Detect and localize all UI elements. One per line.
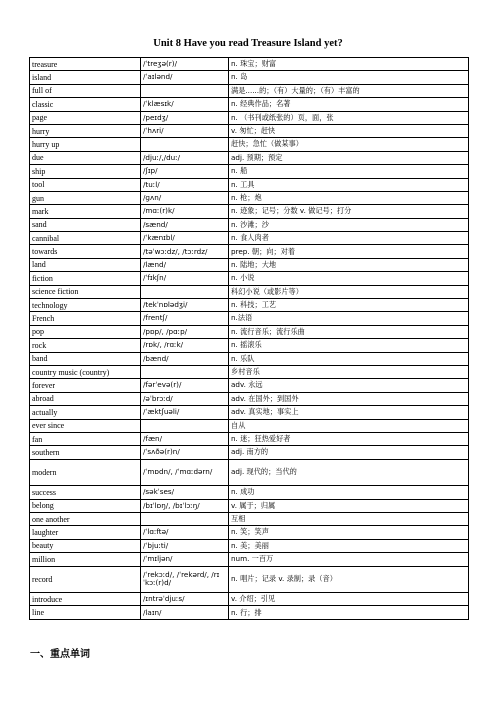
table-row (30, 553, 469, 566)
phonetic-cell: /bɪˈlɒŋ/, /bɪˈlɔːŋ/ (141, 499, 229, 512)
phonetic-cell: /ˈaɪlənd/ (141, 71, 229, 84)
phonetic-cell: /fərˈevə(r)/ (141, 379, 229, 392)
phonetic-cell: /lænd/ (141, 258, 229, 271)
phonetic-cell: /ˈtreʒə(r)/ (141, 58, 229, 71)
meaning-cell: n. 唱片；记录 v. 录制；录（音） (229, 566, 469, 593)
table-row (30, 285, 469, 298)
word-cell: one another (30, 513, 141, 526)
word-cell: fan (30, 432, 141, 445)
table-row (30, 566, 469, 593)
table-row (30, 325, 469, 338)
phonetic-cell: /təˈwɔːdz/, /tɔːrdz/ (141, 245, 229, 258)
word-cell: hurry (30, 124, 141, 137)
phonetic-cell: /sænd/ (141, 218, 229, 231)
phonetic-cell (141, 84, 229, 97)
table-row (30, 593, 469, 606)
meaning-cell: 互相 (229, 513, 469, 526)
phonetic-cell (141, 365, 229, 378)
word-cell: hurry up (30, 138, 141, 151)
word-cell: belong (30, 499, 141, 512)
phonetic-cell: /ɡʌn/ (141, 191, 229, 204)
section-heading: 一、重点单词 (30, 649, 90, 660)
meaning-cell: n. 岛 (229, 71, 469, 84)
phonetic-cell: /bænd/ (141, 352, 229, 365)
phonetic-cell: /laɪn/ (141, 606, 229, 619)
meaning-cell: n. 流行音乐；流行乐曲 (229, 325, 469, 338)
phonetic-cell: /peɪdʒ/ (141, 111, 229, 124)
word-cell: French (30, 312, 141, 325)
table-row (30, 392, 469, 405)
phonetic-cell: /ˈæktʃuəli/ (141, 406, 229, 419)
word-cell: gun (30, 191, 141, 204)
word-cell: ship (30, 165, 141, 178)
phonetic-cell (141, 138, 229, 151)
phonetic-cell: /ˈmɒdn/, /ˈmɑːdərn/ (141, 459, 229, 486)
table-row (30, 138, 469, 151)
phonetic-cell: /fæn/ (141, 432, 229, 445)
meaning-cell: adv. 永远 (229, 379, 469, 392)
word-cell: sand (30, 218, 141, 231)
meaning-cell: n. 工具 (229, 178, 469, 191)
meaning-cell: 赶快；急忙（做某事） (229, 138, 469, 151)
word-cell: ever since (30, 419, 141, 432)
word-cell: page (30, 111, 141, 124)
phonetic-cell: /frentʃ/ (141, 312, 229, 325)
meaning-cell: n. 食人肉者 (229, 232, 469, 245)
meaning-cell: n. 经典作品；名著 (229, 98, 469, 111)
meaning-cell: n. 乐队 (229, 352, 469, 365)
page-title: Unit 8 Have you read Treasure Island yet? (153, 38, 343, 49)
meaning-cell: adv. 在国外；到国外 (229, 392, 469, 405)
table-row (30, 178, 469, 191)
table-row (30, 352, 469, 365)
meaning-cell: n. 迷；狂热爱好者 (229, 432, 469, 445)
phonetic-cell: /djuː/,/duː/ (141, 151, 229, 164)
phonetic-cell: /ˈhʌri/ (141, 124, 229, 137)
vocabulary-table (29, 57, 469, 620)
phonetic-cell (141, 419, 229, 432)
table-row (30, 606, 469, 619)
table-row (30, 124, 469, 137)
word-cell: modern (30, 459, 141, 486)
meaning-cell: n.法语 (229, 312, 469, 325)
table-row (30, 446, 469, 459)
word-cell: full of (30, 84, 141, 97)
meaning-cell: n. 美；美丽 (229, 539, 469, 552)
word-cell: southern (30, 446, 141, 459)
table-row (30, 539, 469, 552)
word-cell: classic (30, 98, 141, 111)
phonetic-cell: /əˈbrɔːd/ (141, 392, 229, 405)
meaning-cell: 科幻小说（或影片等） (229, 285, 469, 298)
table-row (30, 312, 469, 325)
table-row (30, 84, 469, 97)
meaning-cell: n. 珠宝；财富 (229, 58, 469, 71)
word-cell: beauty (30, 539, 141, 552)
table-row (30, 365, 469, 378)
table-row (30, 406, 469, 419)
word-cell: towards (30, 245, 141, 258)
phonetic-cell: /rɒk/, /rɑːk/ (141, 339, 229, 352)
phonetic-cell: /ɪntrəˈdjuːs/ (141, 593, 229, 606)
phonetic-cell: /ˈrekɔːd/, /ˈrekərd/, /rɪˈkɔː(r)d/ (141, 566, 229, 593)
table-row (30, 245, 469, 258)
word-cell: million (30, 553, 141, 566)
word-cell: land (30, 258, 141, 271)
table-row (30, 419, 469, 432)
phonetic-cell: /ʃɪp/ (141, 165, 229, 178)
meaning-cell: n. 笑；笑声 (229, 526, 469, 539)
meaning-cell: n. 陆地；大地 (229, 258, 469, 271)
table-row (30, 232, 469, 245)
word-cell: mark (30, 205, 141, 218)
table-row (30, 98, 469, 111)
table-row (30, 111, 469, 124)
meaning-cell: n. （书刊或纸张的）页，面，张 (229, 111, 469, 124)
table-row (30, 151, 469, 164)
phonetic-cell: /ˈkænɪbl/ (141, 232, 229, 245)
phonetic-cell: /tekˈnɒlədʒi/ (141, 299, 229, 312)
table-row (30, 513, 469, 526)
phonetic-cell: /pɒp/, /pɑːp/ (141, 325, 229, 338)
meaning-cell: n. 行；排 (229, 606, 469, 619)
table-row (30, 165, 469, 178)
meaning-cell: adj. 南方的 (229, 446, 469, 459)
phonetic-cell: /ˈmɪljən/ (141, 553, 229, 566)
table-row (30, 499, 469, 512)
word-cell: rock (30, 339, 141, 352)
meaning-cell: adj. 现代的；当代的 (229, 459, 469, 486)
word-cell: forever (30, 379, 141, 392)
table-row (30, 191, 469, 204)
meaning-cell: n. 枪；炮 (229, 191, 469, 204)
word-cell: abroad (30, 392, 141, 405)
word-cell: actually (30, 406, 141, 419)
word-cell: country music (country) (30, 365, 141, 378)
meaning-cell: num. 一百万 (229, 553, 469, 566)
meaning-cell: prep. 朝；向；对着 (229, 245, 469, 258)
word-cell: treasure (30, 58, 141, 71)
table-row (30, 218, 469, 231)
vocabulary-table-body (30, 58, 469, 620)
word-cell: science fiction (30, 285, 141, 298)
meaning-cell: 满是......的；（有）大量的；（有）丰富的 (229, 84, 469, 97)
meaning-cell: n. 迹象；记号；分数 v. 做记号；打分 (229, 205, 469, 218)
meaning-cell: v. 介绍；引见 (229, 593, 469, 606)
phonetic-cell: /tuːl/ (141, 178, 229, 191)
word-cell: island (30, 71, 141, 84)
word-cell: due (30, 151, 141, 164)
word-cell: cannibal (30, 232, 141, 245)
phonetic-cell: /ˈfɪkʃn/ (141, 272, 229, 285)
phonetic-cell: /ˈklæsɪk/ (141, 98, 229, 111)
table-row (30, 379, 469, 392)
table-row (30, 272, 469, 285)
table-row (30, 459, 469, 486)
phonetic-cell (141, 513, 229, 526)
word-cell: pop (30, 325, 141, 338)
table-row (30, 526, 469, 539)
phonetic-cell: /mɑː(r)k/ (141, 205, 229, 218)
meaning-cell: n. 小说 (229, 272, 469, 285)
table-row (30, 258, 469, 271)
table-row (30, 58, 469, 71)
meaning-cell: 乡村音乐 (229, 365, 469, 378)
table-row (30, 71, 469, 84)
phonetic-cell: /ˈbjuːti/ (141, 539, 229, 552)
word-cell: success (30, 486, 141, 499)
word-cell: band (30, 352, 141, 365)
meaning-cell: n. 摇滚乐 (229, 339, 469, 352)
meaning-cell: n. 沙滩；沙 (229, 218, 469, 231)
meaning-cell: 自从 (229, 419, 469, 432)
phonetic-cell: /ˈsʌðə(r)n/ (141, 446, 229, 459)
word-cell: introduce (30, 593, 141, 606)
meaning-cell: adv. 真实地；事实上 (229, 406, 469, 419)
meaning-cell: n. 成功 (229, 486, 469, 499)
phonetic-cell: /səkˈses/ (141, 486, 229, 499)
word-cell: fiction (30, 272, 141, 285)
word-cell: technology (30, 299, 141, 312)
table-row (30, 205, 469, 218)
meaning-cell: v. 属于；归属 (229, 499, 469, 512)
meaning-cell: n. 船 (229, 165, 469, 178)
word-cell: laughter (30, 526, 141, 539)
table-row (30, 339, 469, 352)
meaning-cell: n. 科技；工艺 (229, 299, 469, 312)
table-row (30, 486, 469, 499)
word-cell: tool (30, 178, 141, 191)
meaning-cell: v. 匆忙；赶快 (229, 124, 469, 137)
phonetic-cell: /ˈlɑːftə/ (141, 526, 229, 539)
table-row (30, 299, 469, 312)
table-row (30, 432, 469, 445)
phonetic-cell (141, 285, 229, 298)
meaning-cell: adj. 预期；预定 (229, 151, 469, 164)
word-cell: record (30, 566, 141, 593)
word-cell: line (30, 606, 141, 619)
